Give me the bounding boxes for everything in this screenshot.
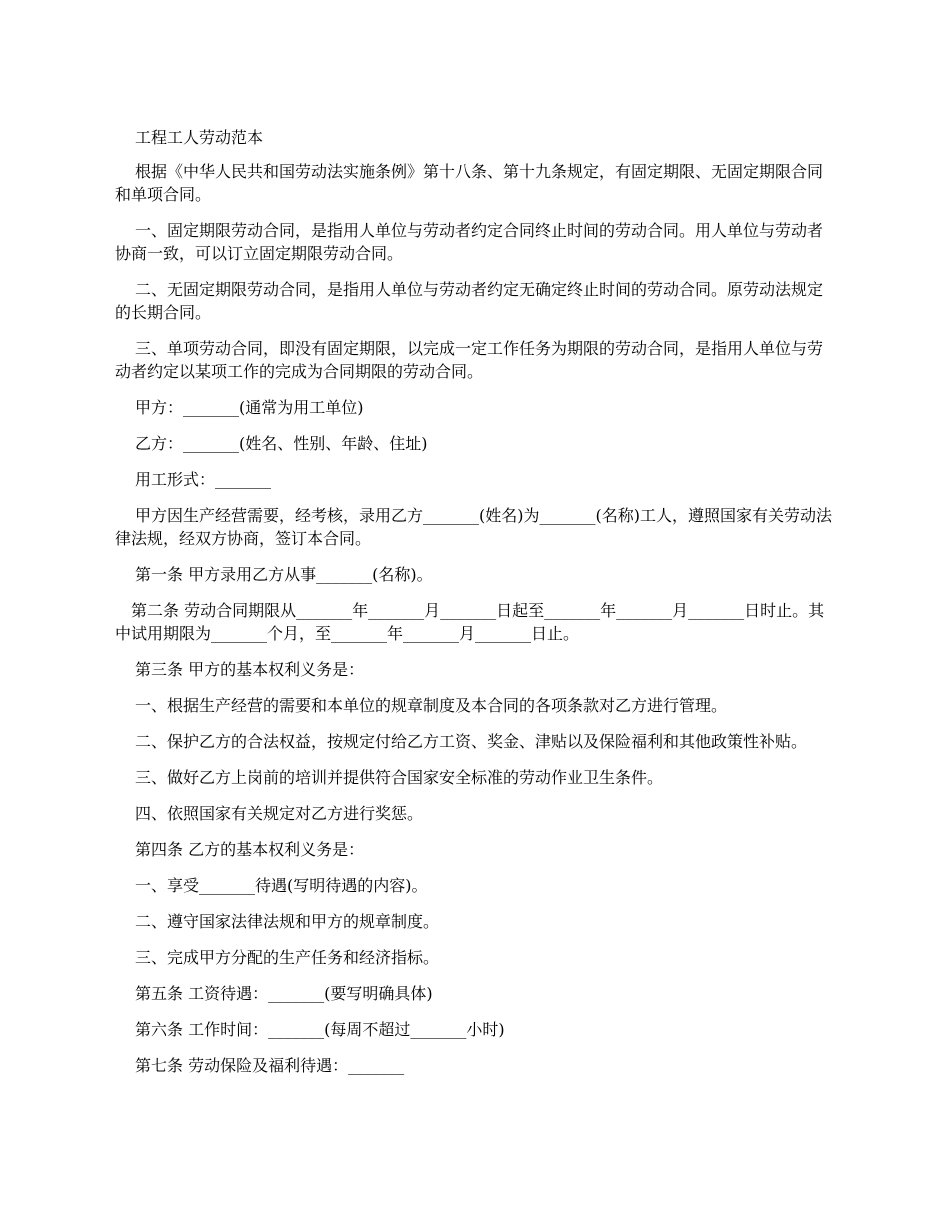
article-2: 第二条 劳动合同期限从_______年_______月_______日起至_______年_______月_______日时止。其中试用期限为_______个月，至_______年_______月_______日止。 — [115, 601, 825, 643]
article-4-item-1: 一、享受_______待遇(写明待遇的内容)。 — [135, 876, 428, 895]
article-4-item-2: 二、遵守国家法律法规和甲方的规章制度。 — [135, 912, 440, 931]
article-3-item-1: 一、根据生产经营的需要和本单位的规章制度及本合同的各项条款对乙方进行管理。 — [135, 696, 728, 715]
article-3-item-4: 四、依照国家有关规定对乙方进行奖惩。 — [135, 804, 424, 823]
paragraph-open-term: 二、无固定期限劳动合同，是指用人单位与劳动者约定无确定终止时间的劳动合同。原劳动法规定的长期合同。 — [115, 280, 824, 322]
article-7: 第七条 劳动保险及福利待遇：_______ — [135, 1056, 405, 1075]
article-4-heading: 第四条 乙方的基本权利义务是： — [135, 840, 365, 859]
article-3-item-2: 二、保护乙方的合法权益，按规定付给乙方工资、奖金、津贴以及保险福利和其他政策性补贴。 — [135, 732, 808, 751]
article-5: 第五条 工资待遇：_______(要写明确具体) — [135, 984, 433, 1003]
paragraph-fixed-term: 一、固定期限劳动合同，是指用人单位与劳动者约定合同终止时间的劳动合同。用人单位与劳动者协商一致，可以订立固定期限劳动合同。 — [115, 221, 824, 263]
article-4-item-3: 三、完成甲方分配的生产任务和经济指标。 — [135, 948, 440, 967]
article-3-item-3: 三、做好乙方上岗前的培训并提供符合国家安全标准的劳动作业卫生条件。 — [135, 768, 664, 787]
employment-form-line: 用工形式：_______ — [135, 470, 272, 489]
article-3-heading: 第三条 甲方的基本权利义务是： — [135, 660, 365, 679]
article-1: 第一条 甲方录用乙方从事_______(名称)。 — [135, 565, 433, 584]
party-b-line: 乙方：_______(姓名、性别、年龄、住址) — [135, 434, 428, 453]
paragraph-hiring: 甲方因生产经营需要，经考核，录用乙方_______(姓名)为_______(名称)工人，遵照国家有关劳动法律法规，经双方协商，签订本合同。 — [115, 506, 832, 548]
article-6: 第六条 工作时间：_______(每周不超过_______小时) — [135, 1020, 505, 1039]
paragraph-intro: 根据《中华人民共和国劳动法实施条例》第十八条、第十九条规定，有固定期限、无固定期限合同和单项合同。 — [115, 162, 824, 204]
document-title: 工程工人劳动范本 — [135, 128, 264, 147]
party-a-line: 甲方：_______(通常为用工单位) — [135, 398, 364, 417]
paragraph-single-task: 三、单项劳动合同，即没有固定期限，以完成一定工作任务为期限的劳动合同，是指用人单位与劳动者约定以某项工作的完成为合同期限的劳动合同。 — [115, 339, 824, 381]
document-body — [115, 126, 837, 1090]
